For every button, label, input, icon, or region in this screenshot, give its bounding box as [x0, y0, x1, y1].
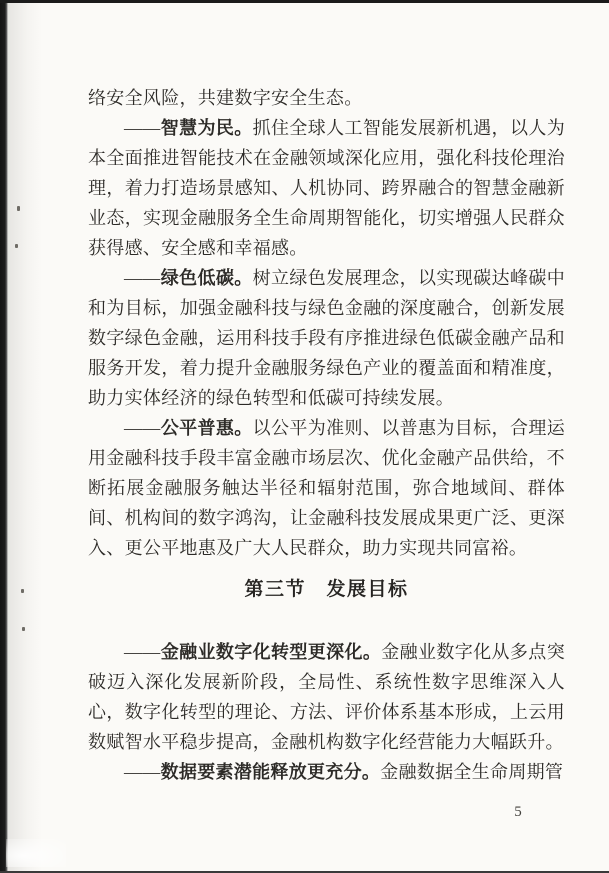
- em-dash: ——: [124, 762, 161, 782]
- paragraph-text: 抓住全球人工智能发展新机遇，以人为本全面推进智能技术在金融领域深化应用，强化科技伦理治理，着力打造场景感知、人机协同、跨界融合的智慧金融新业态，实现金融服务全生命周期智能化，切实增强人民群众获得感、安全感和幸福感。: [88, 118, 566, 258]
- em-dash: ——: [124, 268, 161, 288]
- scan-smudge: [6, 839, 66, 867]
- scan-edge-top: [0, 0, 609, 3]
- paragraph-green-lowcarbon: [88, 263, 565, 413]
- paragraph-text: 金融数据全生命周期管: [380, 762, 564, 782]
- paragraph-text: 金融业数字化从多点突破迈入深化发展新阶段，全局性、系统性数字思维深入人心，数字化转型的理论、方法、评价体系基本形成，上云用数赋智水平稳步提高，金融机构数字化经营能力大幅跃升。: [88, 642, 565, 752]
- scan-speck: [22, 627, 25, 631]
- paragraph-continuation: [88, 83, 565, 113]
- em-dash: ——: [124, 118, 161, 138]
- scan-speck: [21, 589, 24, 593]
- page-number: 5: [514, 804, 522, 820]
- paragraph-lead: 智慧为民。: [160, 118, 253, 138]
- document-body: [88, 83, 565, 787]
- paragraph-digital-transformation: [88, 637, 565, 757]
- paragraph-lead: 公平普惠。: [160, 418, 253, 438]
- em-dash: ——: [124, 642, 161, 662]
- paragraph-fair-inclusive: [88, 413, 565, 563]
- paragraph-lead: 金融业数字化转型更深化。: [160, 642, 382, 662]
- section-heading: 第三节 发展目标: [244, 579, 409, 600]
- paragraph-lead: 数据要素潜能释放更充分。: [160, 762, 381, 782]
- paragraph-text: 以公平为准则、以普惠为目标，合理运用金融科技手段丰富金融市场层次、优化金融产品供给，不断拓展金融服务触达半径和辐射范围，弥合地域间、群体间、机构间的数字鸿沟，让金融科技发展成果更广泛、更深入、更公平地惠及广大人民群众，助力实现共同富裕。: [88, 418, 566, 558]
- paragraph-text: 络安全风险，共建数字安全生态。: [88, 88, 363, 108]
- paragraph-text: 树立绿色发展理念，以实现碳达峰碳中和为目标，加强金融科技与绿色金融的深度融合，创新发展数字绿色金融，运用科技手段有序推进绿色低碳金融产品和服务开发，着力提升金融服务绿色产业的覆盖面和精准度，助力实体经济的绿色转型和低碳可持续发展。: [88, 268, 566, 408]
- paragraph-lead: 绿色低碳。: [160, 268, 253, 288]
- scan-speck: [15, 244, 18, 248]
- em-dash: ——: [124, 418, 161, 438]
- scan-speck: [17, 206, 20, 211]
- scan-shadow-left: [8, 0, 42, 873]
- paragraph-smart-finance: [88, 113, 565, 263]
- paragraph-data-potential: [88, 757, 565, 787]
- scan-edge-left: [0, 0, 8, 873]
